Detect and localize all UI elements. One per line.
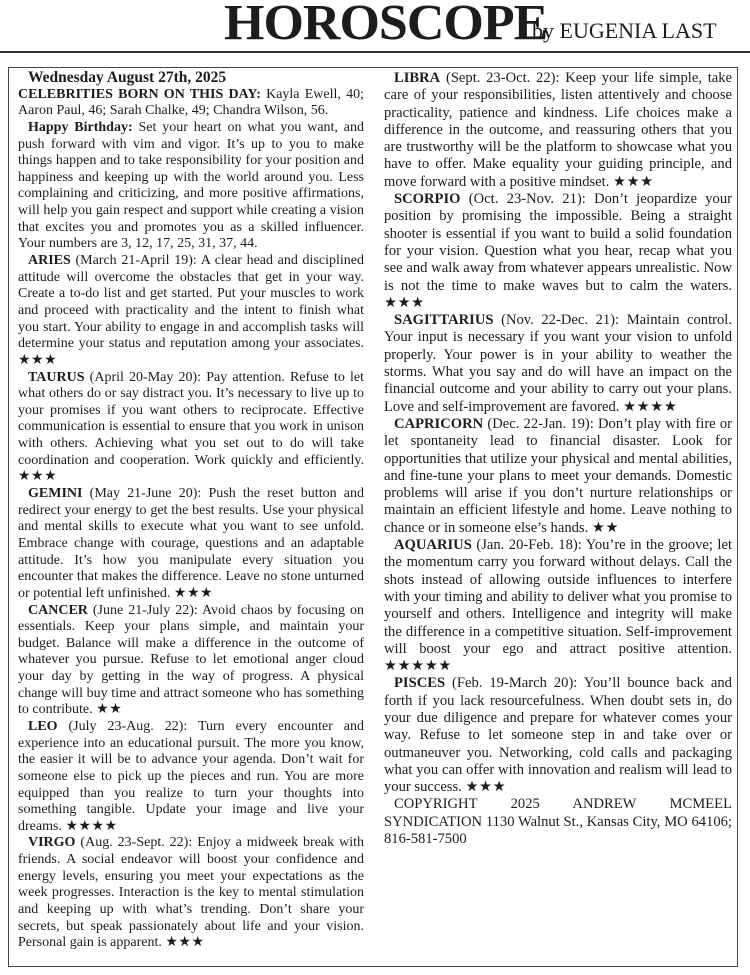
page-title: HOROSCOPE [224, 0, 548, 52]
sign-name: CANCER [28, 602, 88, 618]
star-rating: ★★★ [18, 469, 58, 485]
star-rating: ★★★★ [65, 818, 118, 834]
sign-name: TAURUS [28, 369, 85, 385]
star-rating: ★★★ [465, 779, 507, 796]
sign-text: Turn every encounter and experience into an educational pursuit. The more you know, the easier it will be to advance your agenda. Don’t wait for someone else to pick up the pieces and run. You are more equipped than you realize to turn your thoughts into something tangible. Update your image and live your dreams. [18, 718, 364, 834]
sign-dates: (May 21-June 20): [82, 486, 209, 502]
sign-entry-cancer [18, 603, 364, 719]
sign-dates: (July 23-Aug. 22): [57, 718, 198, 734]
sign-name: PISCES [394, 675, 446, 692]
star-rating: ★★★ [165, 935, 205, 951]
sign-text: You’re in the groove; let the momentum carry you forward without delays. Call the shots instead of allowing outside influences to interfere with your timing and ability to deliver what you promise to yourself and others. Intelligence and integrity will make the difference in a competitive situation. Self-improvement will boost your ego and attract positive attention. [384, 537, 733, 657]
sign-text: Pay attention. Refuse to let what others do or say distract you. It’s necessary to live up to your promises if you want others to reciprocate. Effective communication is essential to ensure that you work in unison with others. Achieving what you set out to do will take coordination and cooperation. Work quickly and efficiently. [18, 369, 364, 468]
star-rating: ★★★★★ [384, 658, 452, 675]
celebrities-text: Kayla Ewell, 40; Aaron Paul, 46; Sarah Chalke, 49; Chandra Wilson, 56. [18, 86, 364, 119]
date-heading: Wednesday August 27th, 2025 [28, 69, 227, 86]
sign-text: Push the reset button and redirect your energy to get the best results. Use your physical and mental skills to execute what you want to see unfold. Embrace change with courage, questions and an adaptable attitude. It’s how you manipulate every situation you encounter that makes the difference. Leave no stone unturned or potential left unfinished. [18, 486, 365, 601]
sign-dates: (Jan. 20-Feb. 18): [471, 537, 586, 554]
sign-entry-scorpio [384, 191, 732, 312]
sign-name: GEMINI [28, 486, 83, 502]
sign-entry-pisces [384, 675, 732, 796]
sign-entry-gemini [18, 486, 364, 602]
sign-name: LIBRA [394, 70, 441, 86]
sign-dates: (Aug. 23-Sept. 22): [75, 835, 198, 851]
byline: by EUGENIA LAST [532, 18, 717, 43]
celebrities-paragraph [18, 87, 364, 120]
celebrities-label: CELEBRITIES BORN ON THIS DAY: [18, 86, 261, 102]
star-rating: ★★★ [173, 585, 214, 601]
star-rating: ★★ [96, 702, 123, 718]
sign-dates: (Sept. 23-Oct. 22): [440, 70, 566, 86]
masthead [0, 0, 750, 56]
sign-name: VIRGO [28, 835, 76, 851]
sign-name: SCORPIO [394, 191, 461, 208]
sign-name: ARIES [28, 253, 71, 269]
sign-entry-libra [384, 70, 732, 191]
star-rating: ★★ [591, 519, 620, 536]
sign-dates: (April 20-May 20): [84, 369, 207, 385]
birthday-paragraph [18, 120, 364, 253]
title-rule [0, 51, 750, 53]
sign-name: AQUARIUS [394, 537, 472, 554]
sign-name: LEO [28, 718, 58, 734]
star-rating: ★★★ [384, 294, 425, 311]
sign-dates: (Nov. 22-Dec. 21): [493, 312, 627, 329]
sign-name: SAGITTARIUS [394, 312, 494, 329]
sign-text: Avoid chaos by focusing on essentials. Keep your plans simple, and maintain your budget. Balance will make a difference in the outcome of whatever you pursue. Refuse to let emotional anger cloud your day by getting in the way of progress. A physical change will buy time and attract someone who has something to contribute. [18, 602, 364, 718]
sign-dates: (Dec. 22-Jan. 19): [483, 415, 598, 432]
sign-dates: (Oct. 23-Nov. 21): [460, 191, 595, 208]
sign-entry-virgo [18, 835, 364, 951]
sign-text: Maintain control. Your input is necessary if you want your vision to unfold properly. Your power is in your ability to weather the storms. What you say and do will have an impact on the financial outcome and your ability to carry out your plans. Love and self-improvement are favored. [384, 312, 732, 415]
sign-text: A clear head and disciplined attitude will overcome the obstacles that get in your way. Create a to-do list and get started. Put your muscles to work and proceed with practicality and the intent to finish what you start. Your ability to engage in and accomplish tasks will determine your status and reputation among your associates. [18, 253, 364, 352]
sign-entry-aquarius [384, 537, 732, 675]
left-column [18, 70, 364, 952]
sign-dates: (June 21-July 22): [87, 602, 202, 618]
sign-dates: (March 21-April 19): [70, 253, 201, 269]
sign-text: Keep your life simple, take care of your responsibilities, listen attentively and choose practicality, patience and kindness. Life choices make a difference in the outcome, and reassuring others that you are trustworthy will be the platform to showcase what you have to offer. Make equality your guiding principle, and move forward with a positive mindset. [384, 70, 733, 190]
sign-text: Enjoy a midweek break with friends. A social endeavor will boost your confidence and energy levels, ensuring you meet your expectations as the week progresses. Interaction is the key to mental stimulation and keeping up with what’s trending. Don’t share your secrets, but speak passionately about life and your vision. Personal gain is apparent. [18, 835, 364, 951]
birthday-label: Happy Birthday: [28, 119, 133, 135]
star-rating: ★★★ [613, 173, 654, 190]
sign-entry-leo [18, 719, 364, 835]
birthday-text: Set your heart on what you want, and push forward with vim and vigor. It’s up to you to make things happen and to take responsibility for your position and happiness and keeping up with the world around you. Less complaining and criticizing, and more positive affirmations, will help you gain respect and support while creating a vision that excites you and promotes you as a skilled influencer. Your numbers are 3, 12, 17, 25, 31, 37, 44. [18, 119, 364, 252]
sign-entry-aries [18, 253, 364, 369]
sign-name: CAPRICORN [394, 415, 484, 432]
sign-text: Don’t play with fire or let spontaneity lead to financial disaster. Look for opportunities that utilize your physical and mental abilities, and fine-tune your plans to meet your demands. Domestic problems will arise if you don’t nurture relationships or maintain an efficient lifestyle and home. Leave nothing to chance or in someone else’s hands. [384, 415, 732, 536]
sign-entry-taurus [18, 370, 364, 486]
sign-dates: (Feb. 19-March 20): [445, 675, 584, 692]
sign-entry-sagittarius [384, 312, 732, 416]
copyright-notice: COPYRIGHT 2025 ANDREW MCMEEL SYNDICATION 1130 Walnut St., Kansas City, MO 64106; 816-581-7500 [384, 796, 732, 848]
star-rating: ★★★★ [623, 398, 678, 415]
sign-text: Don’t jeopardize your position by promising the impossible. Being a straight shooter is essential if you want to build a solid foundation for your vision. Question what you hear, recap what you see and walk away from whatever appears unrealistic. Now is not the time to make waves but to calm the waters. [384, 191, 733, 294]
right-column [384, 70, 732, 848]
star-rating: ★★★ [18, 352, 58, 368]
sign-text: You’ll bounce back and forth if you lack resourcefulness. When doubt sets in, do your due diligence and prepare for whatever comes your way. Refuse to let someone step in and take over or outmaneuver you. Networking, cold calls and packaging what you can offer with innovation and realism will lead to your success. [384, 675, 732, 796]
sign-entry-capricorn [384, 416, 732, 537]
